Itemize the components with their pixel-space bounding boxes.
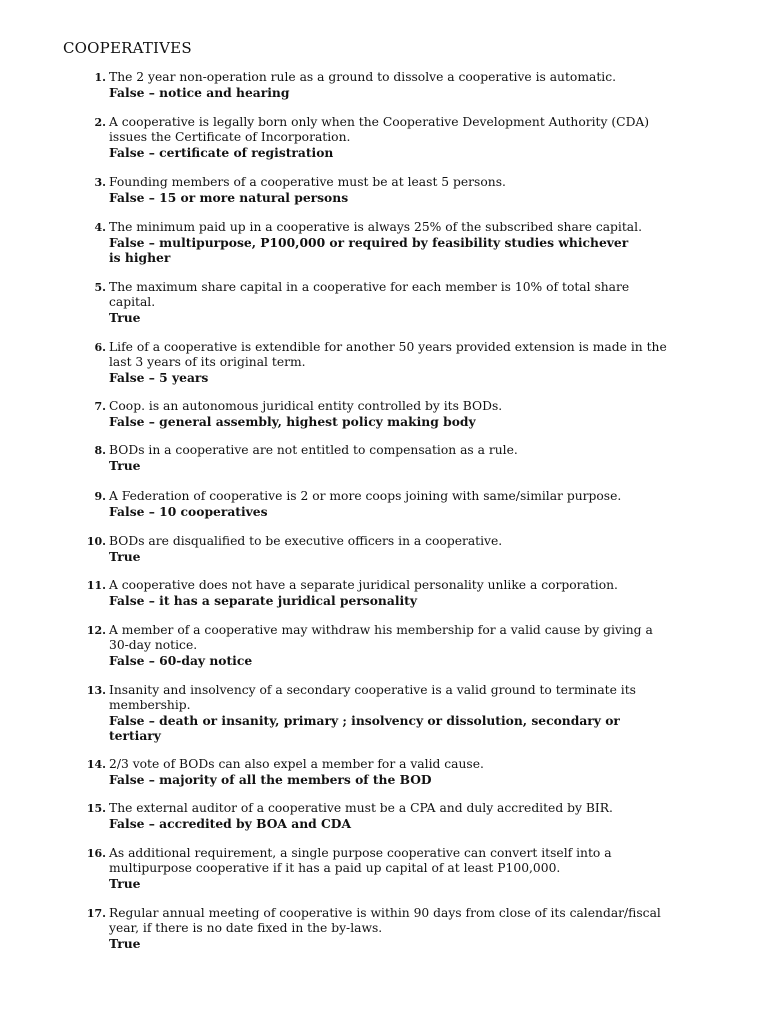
question-line: membership.	[109, 698, 191, 712]
item-body	[109, 534, 709, 564]
question-line: A Federation of cooperative is 2 or more coops joining with same/similar purpose.	[109, 489, 622, 503]
question-line: The external auditor of a cooperative must be a CPA and duly accredited by BIR.	[109, 801, 613, 815]
question-line: As additional requirement, a single purpose cooperative can convert itself into a	[109, 846, 612, 860]
answer-line: False – 60-day notice	[109, 653, 253, 668]
question-line: Insanity and insolvency of a secondary cooperative is a valid ground to terminate its	[109, 683, 636, 697]
item-number: 7.	[94, 400, 106, 413]
answer-line: False – accredited by BOA and CDA	[109, 816, 352, 831]
answer-line: False – multipurpose, P100,000 or required by feasibility studies whichever	[109, 235, 629, 250]
item-number: 12.	[86, 624, 106, 637]
item-number: 3.	[94, 176, 106, 189]
question-line: issues the Certificate of Incorporation.	[109, 130, 351, 144]
answer-line: False – 15 or more natural persons	[109, 190, 349, 205]
item-body	[109, 280, 709, 325]
item-number: 13.	[86, 684, 106, 697]
page-title: COOPERATIVES	[63, 39, 192, 57]
item-number: 5.	[94, 281, 106, 294]
item-number: 9.	[94, 490, 106, 503]
item-body	[109, 801, 709, 831]
question-line: last 3 years of its original term.	[109, 355, 306, 369]
question-line: Regular annual meeting of cooperative is within 90 days from close of its calendar/fiscal	[109, 906, 661, 920]
question-line: A cooperative does not have a separate juridical personality unlike a corporation.	[109, 578, 618, 592]
question-line: Coop. is an autonomous juridical entity controlled by its BODs.	[109, 399, 503, 413]
question-line: The minimum paid up in a cooperative is always 25% of the subscribed share capital.	[109, 220, 642, 234]
question-line: A cooperative is legally born only when the Cooperative Development Authority (CDA)	[109, 115, 650, 129]
question-line: 2/3 vote of BODs can also expel a member for a valid cause.	[109, 757, 484, 771]
answer-line: False – certificate of registration	[109, 145, 334, 160]
item-number: 17.	[86, 907, 106, 920]
item-body	[109, 578, 709, 608]
item-number: 15.	[86, 802, 106, 815]
item-number: 6.	[94, 341, 106, 354]
answer-line: False – it has a separate juridical personality	[109, 593, 418, 608]
answer-line: True	[109, 549, 141, 564]
item-body	[109, 623, 709, 668]
item-number: 14.	[86, 758, 106, 771]
question-line: Founding members of a cooperative must be at least 5 persons.	[109, 175, 506, 189]
question-line: The 2 year non-operation rule as a ground to dissolve a cooperative is automatic.	[109, 70, 616, 84]
item-number: 8.	[94, 444, 106, 457]
question-line: multipurpose cooperative if it has a paid up capital of at least P100,000.	[109, 861, 561, 875]
question-line: year, if there is no date fixed in the by-laws.	[109, 921, 383, 935]
answer-line: is higher	[109, 250, 171, 265]
question-line: BODs are disqualified to be executive officers in a cooperative.	[109, 534, 503, 548]
item-number: 11.	[86, 579, 106, 592]
item-body	[109, 757, 709, 787]
item-body	[109, 340, 709, 385]
question-line: A member of a cooperative may withdraw his membership for a valid cause by giving a	[109, 623, 653, 637]
item-number: 16.	[86, 847, 106, 860]
item-body	[109, 443, 709, 473]
item-body	[109, 906, 709, 951]
answer-line: True	[109, 876, 141, 891]
answer-line: True	[109, 310, 141, 325]
question-line: BODs in a cooperative are not entitled to compensation as a rule.	[109, 443, 518, 457]
answer-line: False – notice and hearing	[109, 85, 290, 100]
question-line: Life of a cooperative is extendible for another 50 years provided extension is made in the	[109, 340, 667, 354]
answer-line: False – 10 cooperatives	[109, 504, 268, 519]
item-number: 1.	[94, 71, 106, 84]
item-body	[109, 683, 709, 743]
question-line: 30-day notice.	[109, 638, 198, 652]
item-body	[109, 115, 709, 160]
item-number: 2.	[94, 116, 106, 129]
item-body	[109, 220, 709, 265]
item-number: 4.	[94, 221, 106, 234]
item-body	[109, 175, 709, 205]
answer-line: False – general assembly, highest policy making body	[109, 414, 476, 429]
answer-line: False – 5 years	[109, 370, 209, 385]
question-line: capital.	[109, 295, 156, 309]
answer-line: True	[109, 458, 141, 473]
answer-line: True	[109, 936, 141, 951]
answer-line: tertiary	[109, 728, 161, 743]
question-line: The maximum share capital in a cooperative for each member is 10% of total share	[109, 280, 630, 294]
item-body	[109, 846, 709, 891]
item-number: 10.	[86, 535, 106, 548]
item-body	[109, 489, 709, 519]
item-body	[109, 399, 709, 429]
item-body	[109, 70, 709, 100]
answer-line: False – death or insanity, primary ; insolvency or dissolution, secondary or	[109, 713, 620, 728]
answer-line: False – majority of all the members of the BOD	[109, 772, 432, 787]
